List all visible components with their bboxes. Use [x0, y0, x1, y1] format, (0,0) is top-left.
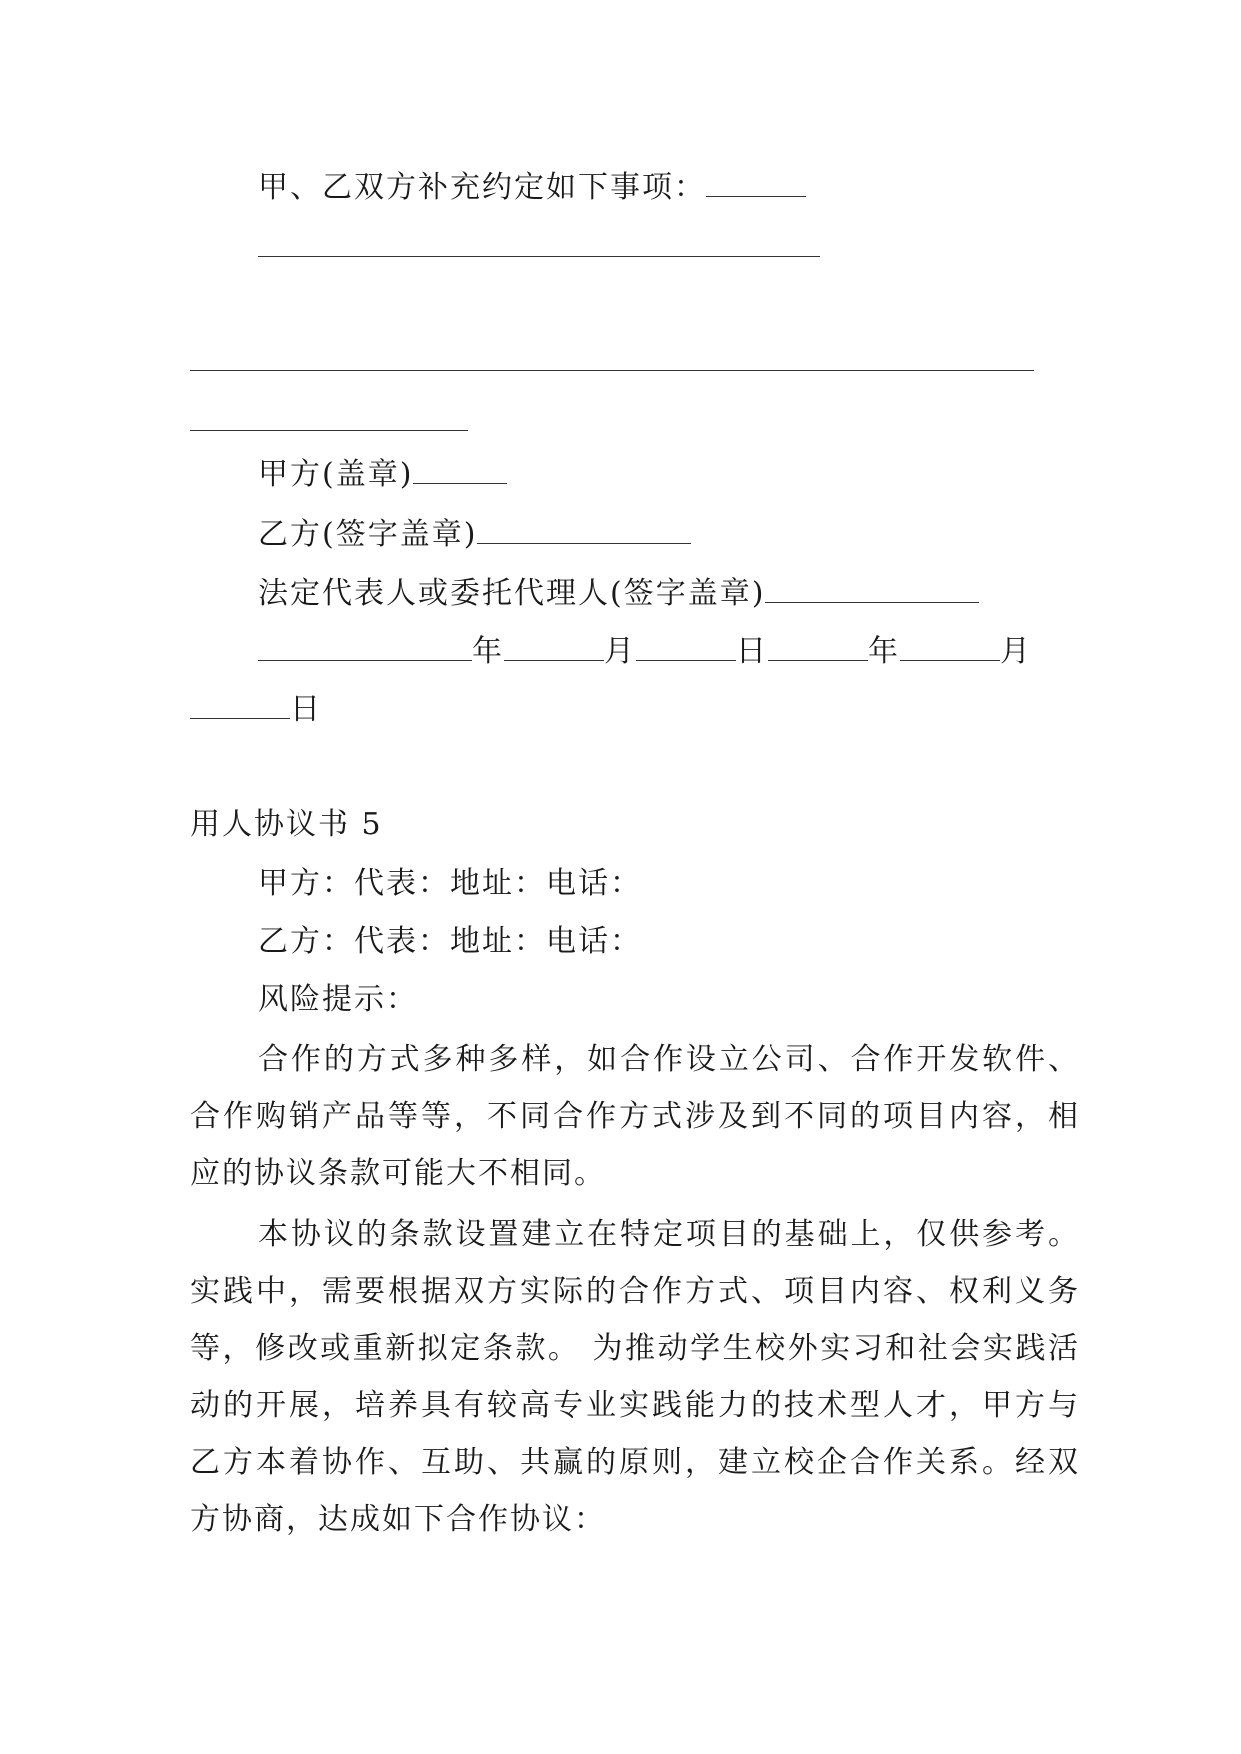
- party-a-seal-blank[interactable]: [413, 455, 507, 484]
- year-blank-2[interactable]: [768, 632, 868, 661]
- risk-paragraph-2: 本协议的条款设置建立在特定项目的基础上，仅供参考。实践中，需要根据双方实际的合作方式、项目内容、权利义务等，修改或重新拟定条款。 为推动学生校外实习和社会实践活动的开展，培养具有较高专业实践能力的技术型人才，甲方与乙方本着协作、互助、共赢的原则，建立校企合作关系。经双方协商，达成如下合作协议：: [190, 1217, 1080, 1537]
- party-b-info: 乙方：代表：地址：电话：: [258, 924, 642, 959]
- day-blank-2[interactable]: [190, 690, 290, 719]
- legal-rep-label: 法定代表人或委托代理人(签字盖章): [258, 576, 766, 611]
- supplement-blank[interactable]: [706, 168, 806, 197]
- day-label-2: 日: [290, 692, 322, 727]
- month-label-2: 月: [1000, 634, 1032, 669]
- section-title: 用人协议书 5: [190, 807, 383, 842]
- risk-paragraph-1: 合作的方式多种多样，如合作设立公司、合作开发软件、合作购销产品等等，不同合作方式涉及到不同的项目内容，相应的协议条款可能大不相同。: [190, 1042, 1080, 1191]
- month-blank-1[interactable]: [504, 632, 604, 661]
- month-blank-2[interactable]: [900, 632, 1000, 661]
- blank-line-2[interactable]: [190, 370, 1034, 371]
- party-b-seal-line: [258, 515, 691, 555]
- party-a-seal-label: 甲方(盖章): [258, 457, 414, 492]
- year-label-1: 年: [472, 634, 504, 669]
- party-b-seal-label: 乙方(签字盖章): [258, 517, 478, 552]
- date-line-cont: [190, 690, 322, 730]
- blank-line-1[interactable]: [258, 256, 820, 257]
- party-b-seal-blank[interactable]: [477, 515, 691, 544]
- risk-label: 风险提示：: [258, 982, 418, 1017]
- month-label-1: 月: [604, 634, 636, 669]
- supplement-line: [258, 168, 806, 208]
- day-label-1: 日: [736, 634, 768, 669]
- blank-line-3[interactable]: [190, 430, 468, 431]
- day-blank-1[interactable]: [636, 632, 736, 661]
- legal-rep-blank[interactable]: [765, 574, 979, 603]
- supplement-label: 甲、乙双方补充约定如下事项：: [258, 170, 706, 205]
- year-label-2: 年: [868, 634, 900, 669]
- legal-rep-line: [258, 574, 979, 614]
- party-a-info: 甲方：代表：地址：电话：: [258, 866, 642, 901]
- party-a-seal-line: [258, 455, 507, 495]
- date-line: [258, 632, 1032, 672]
- year-blank-1[interactable]: [258, 632, 472, 661]
